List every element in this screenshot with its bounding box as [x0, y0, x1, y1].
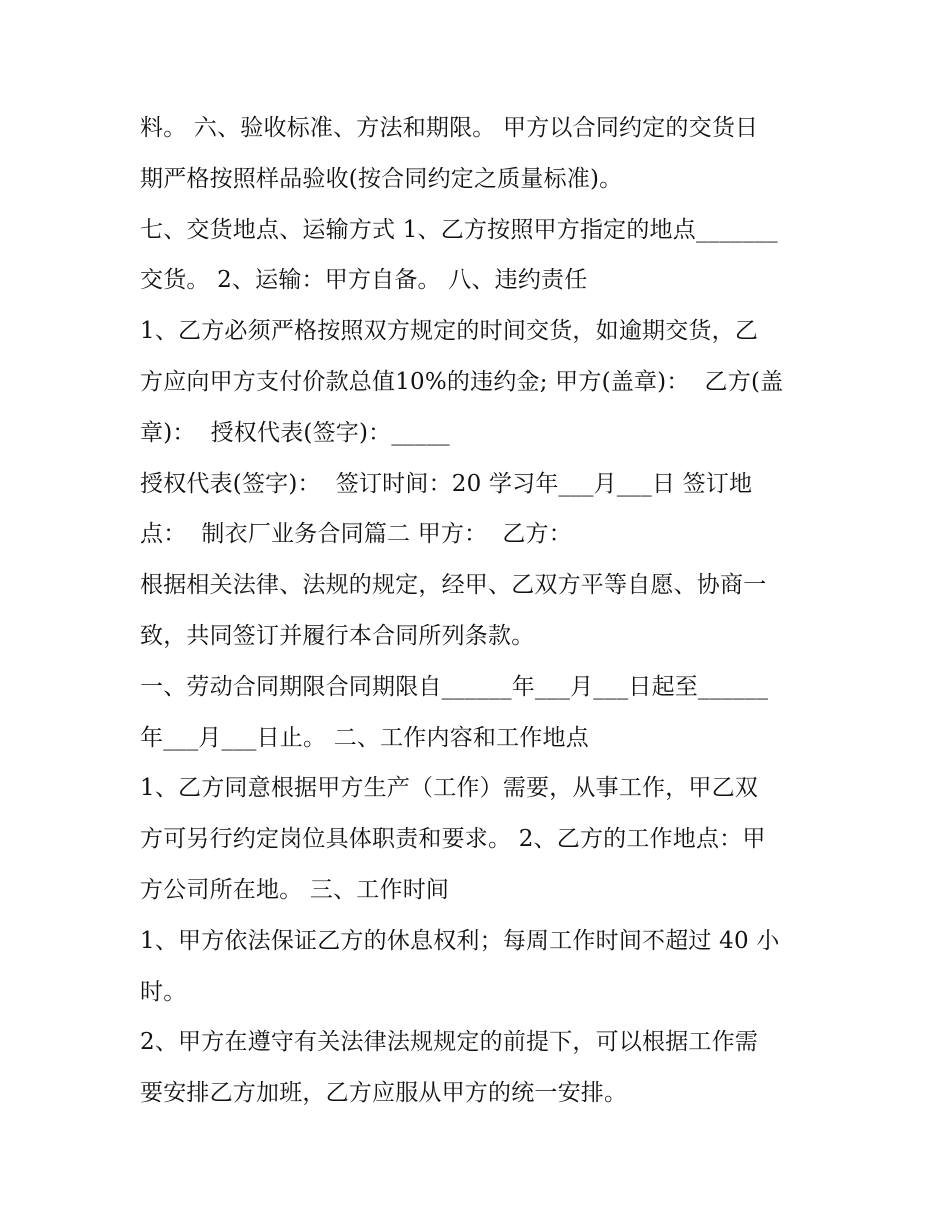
text-line: 交货。 2、运输：甲方自备。 八、违约责任 — [140, 267, 588, 294]
text-line: 年___月___日止。 二、工作内容和工作地点 — [140, 724, 589, 751]
text-line: 1、乙方必须严格按照双方规定的时间交货，如逾期交货，乙 — [140, 318, 759, 345]
text-line: 期严格按照样品验收(按合同约定之质量标准)。 — [140, 165, 623, 192]
text-line: 1、甲方依法保证乙方的休息权利；每周工作时间不超过 40 小 — [140, 927, 780, 954]
text-line: 2、甲方在遵守有关法律法规规定的前提下，可以根据工作需 — [140, 1029, 759, 1056]
text-line: 授权代表(签字)： 签订时间：20 学习年___月___日 签订地 — [140, 470, 753, 497]
text-line: 章)： 授权代表(签字)：_____ — [140, 419, 450, 446]
text-line: 根据相关法律、法规的规定，经甲、乙双方平等自愿、协商一 — [140, 572, 767, 599]
text-line: 一、劳动合同期限合同期限自______年___月___日起至______ — [140, 673, 769, 700]
text-line: 1、乙方同意根据甲方生产（工作）需要，从事工作，甲乙双 — [140, 775, 759, 802]
contract-body-text — [140, 103, 820, 1119]
text-line: 方公司所在地。 三、工作时间 — [140, 876, 450, 903]
text-line: 致，共同签订并履行本合同所列条款。 — [140, 622, 535, 649]
text-line: 时。 — [140, 978, 187, 1005]
text-line: 七、交货地点、运输方式 1、乙方按照甲方指定的地点_______ — [140, 216, 778, 243]
text-line: 要安排乙方加班，乙方应服从甲方的统一安排。 — [140, 1080, 628, 1107]
text-line: 方可另行约定岗位具体职责和要求。 2、乙方的工作地点：甲 — [140, 826, 766, 853]
text-line: 方应向甲方支付价款总值10%的违约金; 甲方(盖章)： 乙方(盖 — [140, 368, 784, 395]
text-line: 点： 制衣厂业务合同篇二 甲方： 乙方： — [140, 521, 572, 548]
text-line: 料。 六、验收标准、方法和期限。 甲方以合同约定的交货日 — [140, 115, 759, 141]
